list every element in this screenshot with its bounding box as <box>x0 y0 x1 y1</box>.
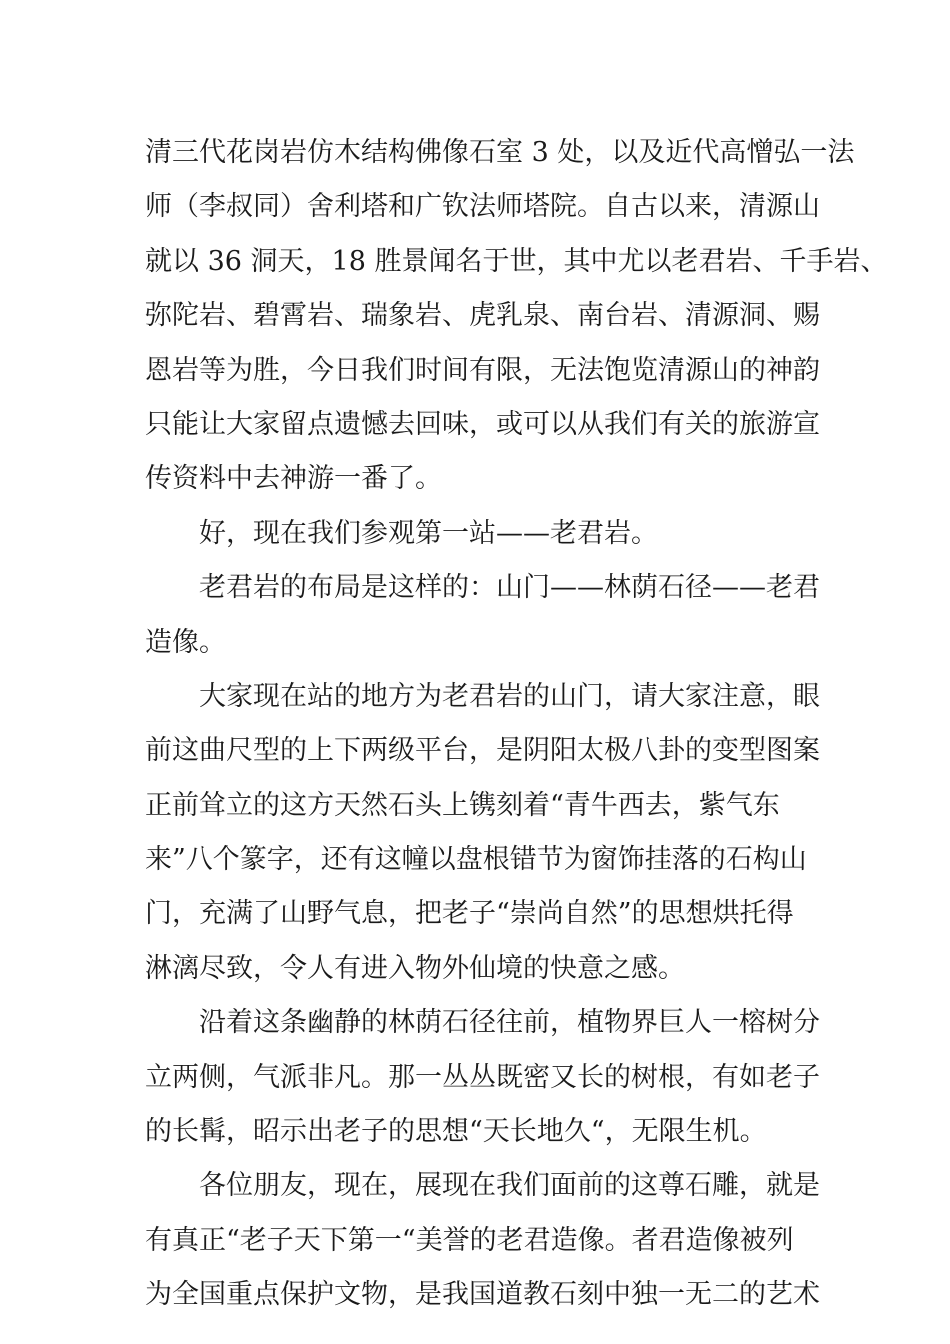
text-line: 有真正“老子天下第一“美誉的老君造像。者君造像被列 <box>145 1224 794 1256</box>
document-body <box>145 126 888 1323</box>
text-line: 来”八个篆字，还有这幢以盘根错节为窗饰挂落的石构山 <box>145 844 807 876</box>
text-line: 传资料中去神游一番了。 <box>145 463 442 495</box>
text-line: 就以 36 洞天，18 胜景闻名于世，其中尤以老君岩、千手岩、 <box>145 245 888 277</box>
text-line: 门，充满了山野气息，把老子“崇尚自然”的思想烘托得 <box>145 898 794 930</box>
text-line: 正前耸立的这方天然石头上镌刻着“青牛西去，紫气东 <box>145 789 780 821</box>
text-line: 淋漓尽致，令人有进入物外仙境的快意之感。 <box>145 952 685 984</box>
text-line: 立两侧，气派非凡。那一丛丛既密又长的树根，有如老子 <box>145 1061 820 1093</box>
text-line: 恩岩等为胜，今日我们时间有限，无法饱览清源山的神韵 <box>145 354 820 386</box>
text-line: 弥陀岩、碧霄岩、瑞象岩、虎乳泉、南台岩、清源洞、赐 <box>145 300 820 332</box>
text-line: 师（李叔同）舍利塔和广钦法师塔院。自古以来，清源山 <box>145 191 820 223</box>
paragraph-start-line: 好，现在我们参观第一站——老君岩。 <box>199 517 658 549</box>
text-line: 前这曲尺型的上下两级平台，是阴阳太极八卦的变型图案 <box>145 735 820 767</box>
text-line: 清三代花岗岩仿木结构佛像石室 3 处，以及近代高憎弘一法 <box>145 137 855 168</box>
text-line: 造像。 <box>145 626 226 658</box>
text-line: 为全国重点保护文物，是我国道教石刻中独一无二的艺术 <box>145 1279 820 1311</box>
paragraph-start-line: 大家现在站的地方为老君岩的山门，请大家注意，眼 <box>199 680 820 712</box>
paragraph-start-line: 沿着这条幽静的林荫石径往前，植物界巨人一榕树分 <box>199 1007 820 1039</box>
text-line: 只能让大家留点遗憾去回味，或可以从我们有关的旅游宣 <box>145 408 820 440</box>
paragraph-start-line: 各位朋友，现在，展现在我们面前的这尊石雕，就是 <box>199 1170 820 1202</box>
text-line: 的长髯，昭示出老子的思想“天长地久“，无限生机。 <box>145 1116 767 1148</box>
paragraph-start-line: 老君岩的布局是这样的：山门——林荫石径——老君 <box>199 572 820 604</box>
